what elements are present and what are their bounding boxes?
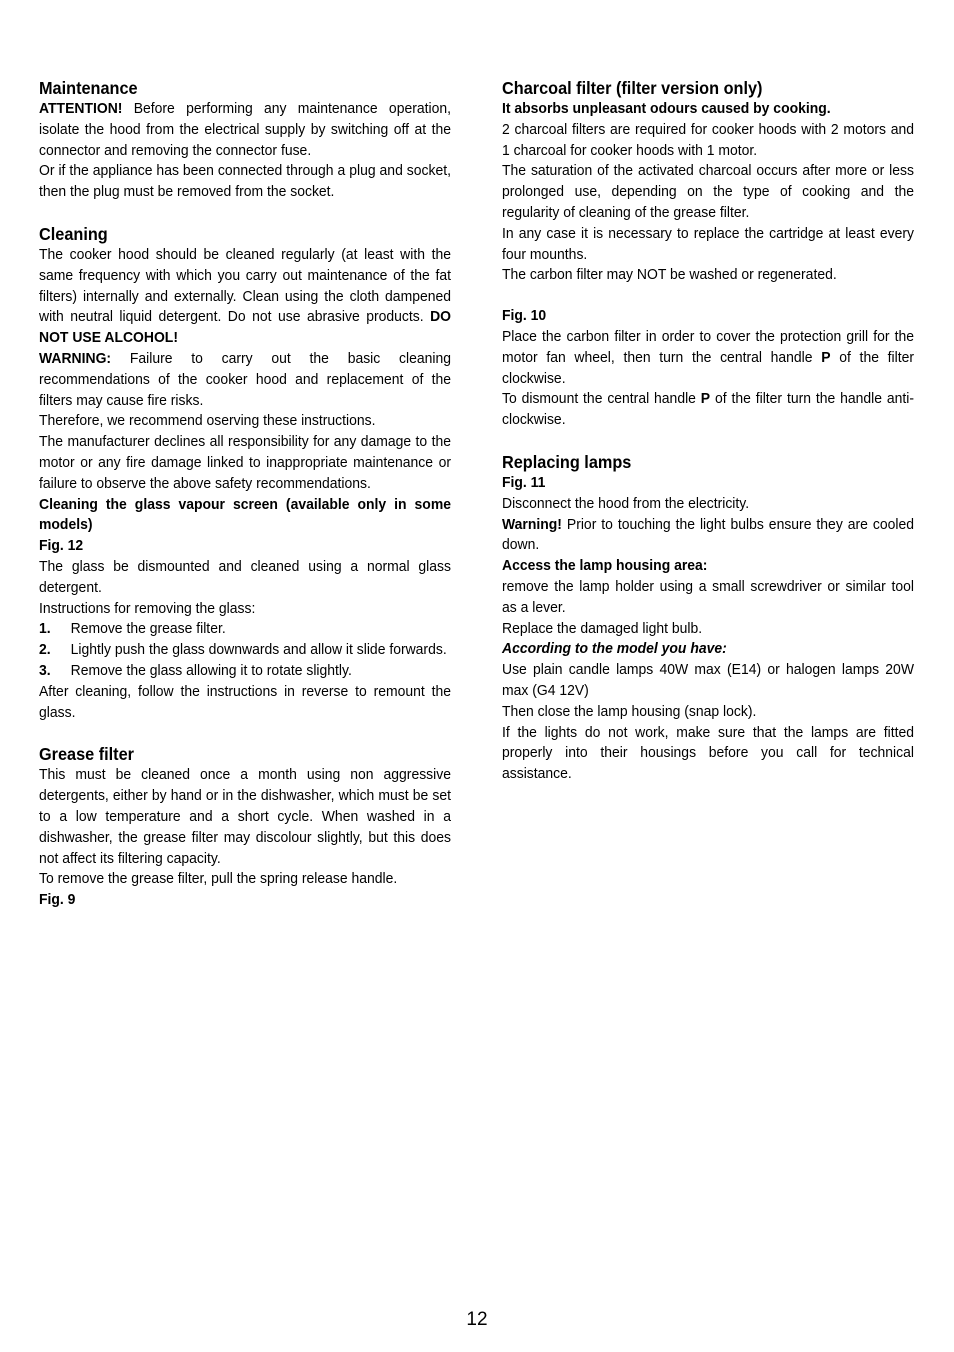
- charcoal-subheading: [502, 99, 914, 120]
- list-item: [39, 661, 451, 682]
- maintenance-attention-paragraph: [39, 99, 451, 161]
- glass-instructions-intro: Instructions for removing the glass:: [39, 599, 256, 617]
- model-subheading: [502, 639, 914, 660]
- step-text: Lightly push the glass downwards and allow it slide forwards.: [70, 641, 447, 659]
- lamps-warning-label: Warning!: [502, 515, 562, 533]
- fig-11-label: [502, 473, 914, 494]
- maintenance-heading: Maintenance: [39, 78, 138, 98]
- glass-subheading: [39, 495, 451, 537]
- close-housing-paragraph: Then close the lamp housing (snap lock).: [502, 702, 757, 720]
- attention-text: Before performing any maintenance operation, isolate the hood from the electrical supply by switching off at the connector and removing the connector fuse.: [39, 100, 451, 159]
- list-item: [39, 640, 451, 661]
- recommend-paragraph: Therefore, we recommend oserving these instructions.: [39, 412, 376, 430]
- grease-filter-paragraph: This must be cleaned once a month using non aggressive detergents, either by hand or in the dishwasher, which must be set to a low temperature and a short cycle. When washed in a dishwasher, the grease filter may discolour slightly, but this does not affect its filtering capacity.: [39, 766, 451, 867]
- carbon-dismount-paragraph: [502, 389, 914, 431]
- grease-filter-heading: Grease filter: [39, 744, 134, 765]
- cleaning-heading: Cleaning: [39, 223, 108, 244]
- carbon-dismount-text: To dismount the central handle: [502, 390, 701, 408]
- charcoal-count-paragraph: 2 charcoal filters are required for cooker hoods with 2 motors and 1 charcoal for cooker hoods with 1 motor.: [502, 120, 914, 159]
- charcoal-replace-paragraph: In any case it is necessary to replace the cartridge at least every four mounths.: [502, 224, 914, 263]
- no-alcohol-warning: DO NOT USE ALCOHOL!: [39, 308, 451, 347]
- replace-bulb-paragraph: Replace the damaged light bulb.: [502, 619, 703, 637]
- handle-p-label: P: [700, 390, 711, 408]
- carbon-place-text-end: of the filter clockwise.: [502, 348, 915, 387]
- handle-p-label: P: [821, 348, 831, 366]
- cleaning-text: The cooker hood should be cleaned regularly (at least with the same frequency with which you carry out maintenance of the fat filters) internally and externally. Clean using the cloth dampened with neutral liquid detergent. Do not use abrasive products.: [39, 245, 451, 326]
- step-text: Remove the grease filter.: [70, 620, 226, 638]
- fig-11-text: Fig. 11: [502, 473, 546, 491]
- warning-text: Failure to carry out the basic cleaning recommendations of the cooker hood and replacement of the filters may cause fire risks.: [39, 349, 451, 409]
- fig-9-text: Fig. 9: [39, 891, 76, 909]
- step-text: Remove the glass allowing it to rotate slightly.: [70, 661, 352, 679]
- fig-10-text: Fig. 10: [502, 307, 547, 325]
- glass-detergent-paragraph: The glass be dismounted and cleaned using a normal glass detergent.: [39, 557, 451, 596]
- lights-not-work-paragraph: If the lights do not work, make sure that the lamps are fitted properly into their housings before you call for technical assistance.: [502, 723, 914, 783]
- model-subheading-text: According to the model you have:: [502, 640, 727, 658]
- fig-9-label: [39, 890, 451, 911]
- step-number: 3.: [39, 661, 51, 679]
- step-number: 1.: [39, 620, 51, 638]
- attention-label: ATTENTION!: [39, 100, 123, 117]
- charcoal-saturation-paragraph: The saturation of the activated charcoal occurs after more or less prolonged use, depending on the type of cooking and the regularity of cleaning of the grease filter.: [502, 162, 914, 221]
- charcoal-subheading-text: It absorbs unpleasant odours caused by cooking.: [502, 100, 831, 117]
- grease-remove-paragraph: To remove the grease filter, pull the spring release handle.: [39, 870, 398, 888]
- charcoal-filter-heading: Charcoal filter (filter version only): [502, 78, 763, 98]
- warning-label: WARNING:: [39, 349, 112, 367]
- cleaning-paragraph: [39, 245, 451, 349]
- lamps-warning-text: Prior to touching the light bulbs ensure they are cooled down.: [502, 515, 914, 554]
- lamps-warning-paragraph: [502, 515, 914, 557]
- lamp-type-paragraph: Use plain candle lamps 40W max (E14) or halogen lamps 20W max (G4 12V): [502, 661, 914, 699]
- carbon-place-paragraph: [502, 327, 914, 389]
- cleaning-warning-paragraph: [39, 349, 451, 411]
- fig-12-label: [39, 536, 451, 557]
- fig-12-text: Fig. 12: [39, 537, 84, 555]
- lamp-holder-paragraph: remove the lamp holder using a small screwdriver or similar tool as a lever.: [502, 577, 914, 616]
- fig-10-label: [502, 306, 914, 327]
- maintenance-plug-paragraph: Or if the appliance has been connected through a plug and socket, then the plug must be removed from the socket.: [39, 162, 451, 201]
- carbon-dismount-text-end: of the filter turn the handle anti-clockwise.: [502, 390, 914, 429]
- page-number: 12: [466, 1309, 488, 1330]
- access-subheading: [502, 556, 914, 577]
- step-number: 2.: [39, 641, 51, 659]
- carbon-place-text: Place the carbon filter in order to cover the protection grill for the motor fan wheel, then turn the central handle: [502, 327, 914, 366]
- access-subheading-text: Access the lamp housing area:: [502, 557, 708, 575]
- glass-steps-list: [39, 619, 451, 681]
- list-item: [39, 619, 451, 640]
- manufacturer-paragraph: The manufacturer declines all responsibility for any damage to the motor or any fire damage linked to inappropriate maintenance or failure to observe the above safety recommendations.: [39, 433, 451, 492]
- disconnect-paragraph: Disconnect the hood from the electricity.: [502, 494, 750, 512]
- glass-subheading-text: Cleaning the glass vapour screen (available only in some models): [39, 495, 451, 534]
- left-column: [39, 77, 451, 911]
- remount-paragraph: After cleaning, follow the instructions in reverse to remount the glass.: [39, 682, 451, 721]
- replacing-lamps-heading: Replacing lamps: [502, 451, 632, 472]
- charcoal-no-wash-paragraph: The carbon filter may NOT be washed or regenerated.: [502, 266, 837, 284]
- right-column: [502, 77, 914, 785]
